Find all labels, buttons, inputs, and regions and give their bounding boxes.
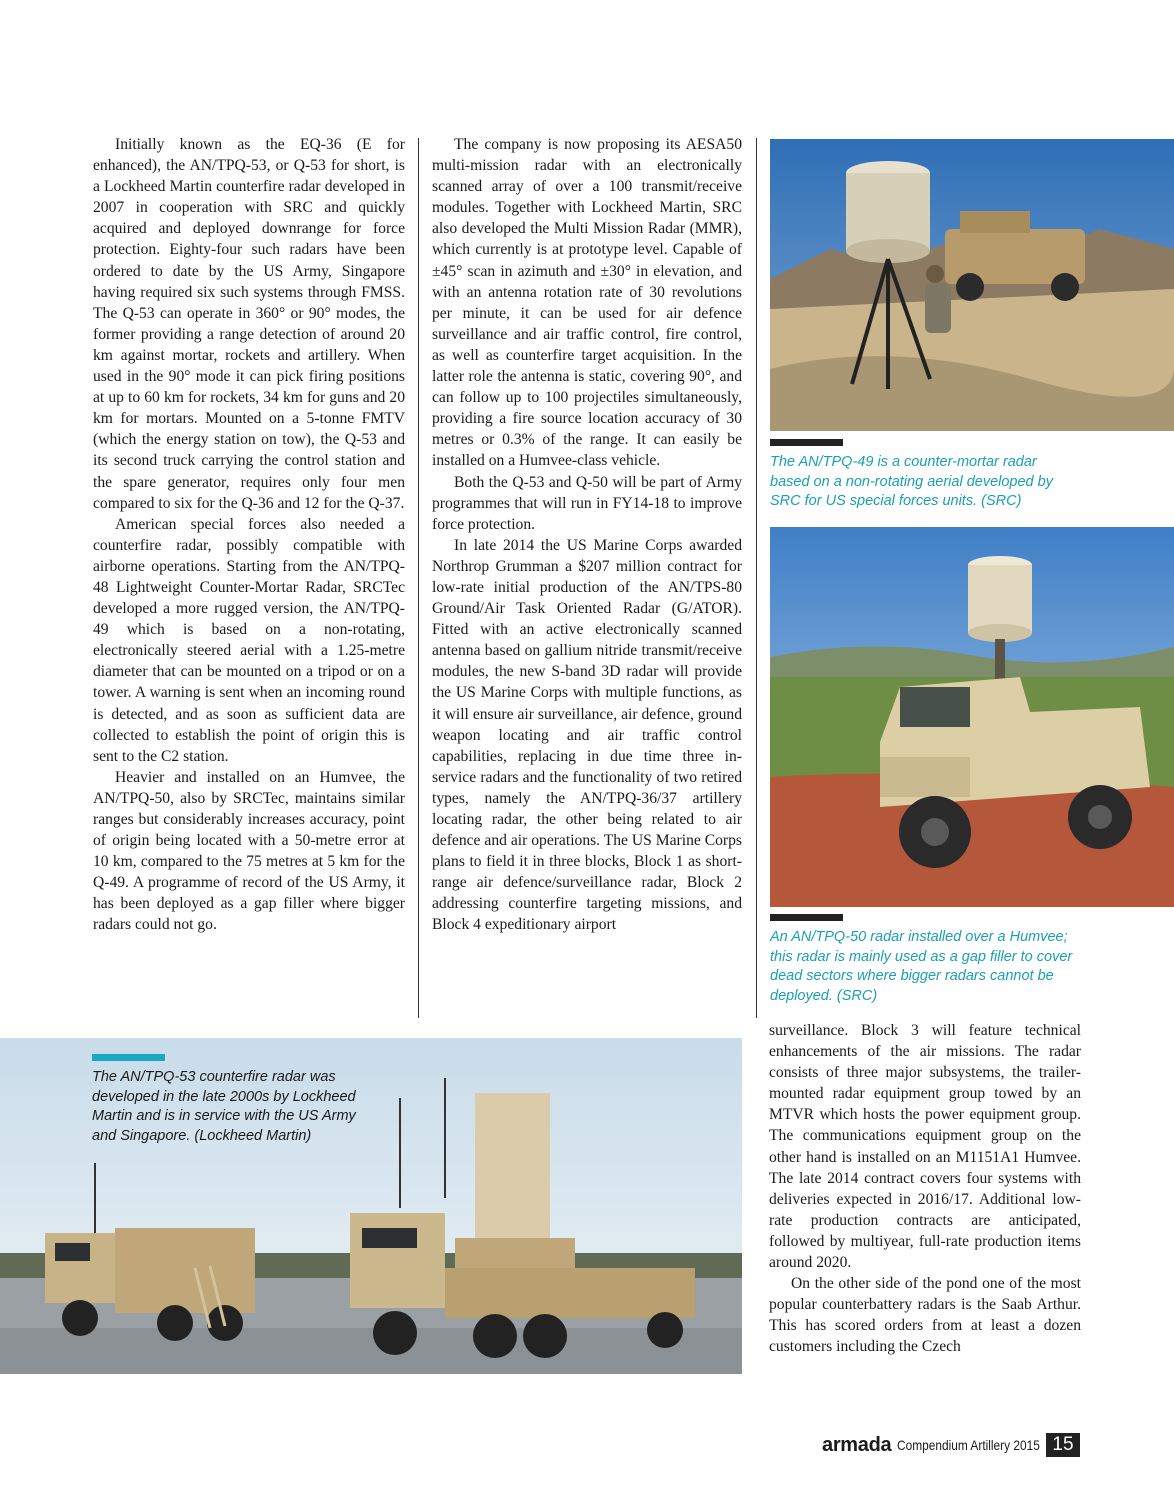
paragraph: surveillance. Block 3 will feature technical enhancements of the air missions. The radar consists of three major subsystems, the trailer-mounted radar equipment group towed by an MTVR which hosts the power equipment group. The communications equipment group on the other hand is installed on an M1151A1 Humvee. The late 2014 contract covers four systems with deliveries expected in 2016/17. Additional low-rate production contracts are anticipated, followed by multiyear, full-rate production items around 2020. (769, 1022, 1081, 1272)
photo-caption: The AN/TPQ-49 is a counter-mortar radar based on a non-rotating aerial developed by SRC for US special forces units. (SRC) (770, 454, 1053, 509)
paragraph: Heavier and installed on an Humvee, the AN/TPQ-50, also by SRCTec, maintains similar ranges but considerably increases accuracy, point of origin being located with a 50-metre error at 10 km, compared to the 75 metres at 5 km for the Q-49. A programme of record of the US Army, it has been deployed as a gap filler where bigger radars could not go. (93, 768, 405, 934)
publication-title: Compendium Artillery 2015 (897, 1437, 1041, 1453)
page-number: 15 (1046, 1433, 1080, 1457)
column-divider (418, 138, 419, 1018)
photo-an-tpq-50 (770, 527, 1174, 907)
caption-marker (770, 914, 843, 921)
paragraph: Initially known as the EQ-36 (E for enhanced), the AN/TPQ-53, or Q-53 for short, is a Lockheed Martin counterfire radar developed in 2007 in cooperation with SRC and quickly acquired and deployed downrange for force protection. Eighty-four such radars have been ordered to date by the US Army, Singapore having required six such systems through FMSS. The Q-53 can operate in 360° or 90° modes, the former providing a range detection of around 20 km against mortar, rockets and artillery. When used in the 90° mode it can pick firing positions at up to 60 km for rockets, 34 km for guns and 20 km for mortars. Mounted on a 5-tonne FMTV (which the energy station on tow), the Q-53 and its second truck carrying the control station and the spare generator, requires only four men compared to six for the Q-36 and 12 for the Q-37. (93, 136, 405, 512)
article-column-2 (432, 134, 742, 936)
magazine-logo: armada (822, 1433, 892, 1456)
photo-caption: The AN/TPQ-53 counterfire radar was developed in the late 2000s by Lockheed Martin and is in service with the US Army and Singapore. (Lockheed Martin) (92, 1069, 356, 1144)
paragraph: Both the Q-53 and Q-50 will be part of Army programmes that will run in FY14-18 to improve force protection. (432, 473, 742, 533)
article-column-3 (769, 1020, 1081, 1358)
paragraph: On the other side of the pond one of the most popular counterbattery radars is the Saab Arthur. This has scored orders from at least a dozen customers including the Czech (769, 1275, 1081, 1356)
paragraph: American special forces also needed a counterfire radar, possibly compatible with airborne operations. Starting from the AN/TPQ-48 Lightweight Counter-Mortar Radar, SRCTec developed a more rugged version, the AN/TPQ-49 which is based on a non-rotating, electronically steered aerial with a 1.25-metre diameter that can be mounted on a tripod or on a tower. A warning is sent when an incoming round is detected, and as soon as sufficient data are collected to establish the point of origin this is sent to the C2 station. (93, 515, 405, 765)
page-footer (822, 1432, 1065, 1458)
article-column-1 (93, 134, 405, 936)
caption-marker (770, 439, 843, 446)
column-divider (756, 138, 757, 1018)
paragraph: In late 2014 the US Marine Corps awarded Northrop Grumman a $207 million contract for low-rate initial production of the AN/TPS-80 Ground/Air Task Oriented Radar (G/ATOR). Fitted with an active electronically scanned antenna based on gallium nitride transmit/receive modules, the new S-band 3D radar will provide the US Marine Corps with multiple functions, as it will ensure air surveillance, air defence, ground weapon locating and air traffic control capabilities, replacing in due time three in-service radars and the functionality of two retired types, namely the AN/TPQ-36/37 artillery locating radar, the other being related to air defence and air operations. The US Marine Corps plans to field it in three blocks, Block 1 as short-range air defence/surveillance radar, Block 2 addressing counterfire targeting missions, and Block 4 expeditionary airport (432, 536, 742, 934)
photo-caption: An AN/TPQ-50 radar installed over a Humvee; this radar is mainly used as a gap filler to cover dead sectors where bigger radars cannot be deployed. (SRC) (770, 929, 1073, 1004)
photo-an-tpq-49 (770, 139, 1174, 431)
paragraph: The company is now proposing its AESA50 multi-mission radar with an electronically scanned array of over a 100 transmit/receive modules. Together with Lockheed Martin, SRC also developed the Multi Mission Radar (MMR), which currently is at prototype level. Capable of ±45° scan in azimuth and ±30° in elevation, and with an antenna rotation rate of 30 revolutions per minute, it can be used for air defence surveillance and air traffic control, fire control, as well as counterfire target acquisition. In the latter role the antenna is static, covering 90°, and can follow up to 100 projectiles simultaneously, providing a fire source location accuracy of 30 metres or 0.3% of the range. It can easily be installed on a Humvee-class vehicle. (432, 136, 742, 470)
